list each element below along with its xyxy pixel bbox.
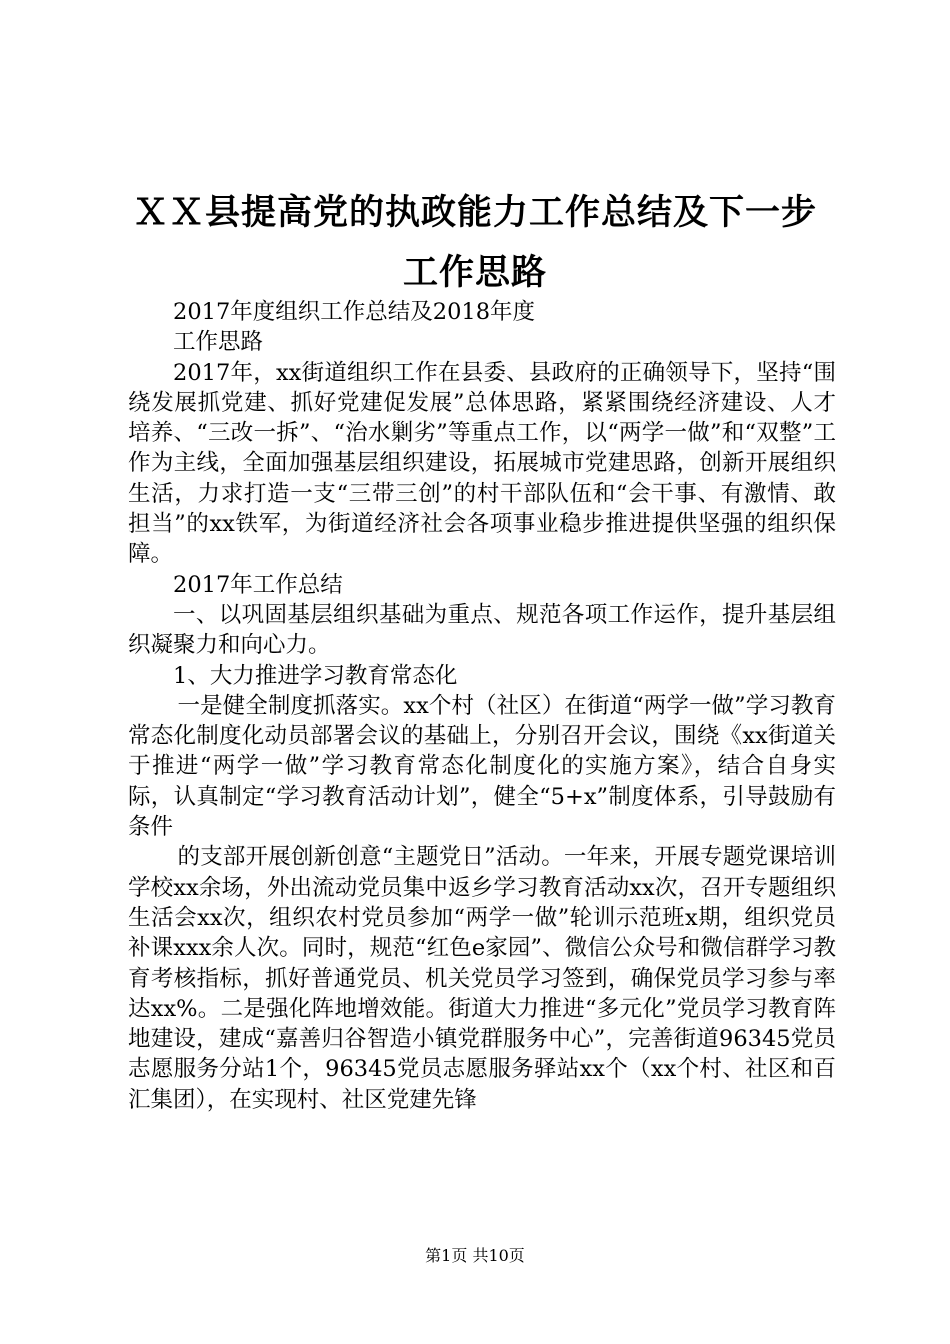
- paragraph-institution: 一是健全制度抓落实。xx个村（社区）在街道“两学一做”学习教育常态化制度化动员部署会议的基础上，分别召开会议，围绕《xx街道关于推进“两学一做”学习教育常态化制度化的实施方案》，结合自身实际，认真制定“学习教育活动计划”，健全“5+x”制度体系，引导鼓励有条件: [128, 692, 836, 841]
- paragraph-subtitle-line-1: 2017年度组织工作总结及2018年度: [173, 299, 536, 325]
- subsection-heading-1: 1、大力推进学习教育常态化: [173, 662, 458, 689]
- document-title: ＸＸ县提高党的执政能力工作总结及下一步工作思路: [132, 192, 817, 294]
- paragraph-intro: 2017年，xx街道组织工作在县委、县政府的正确领导下，坚持“围绕发展抓党建、抓好党建促发展”总体思路，紧紧围绕经济建设、人才培养、“三改一拆”、“治水剿劣”等重点工作，以“两学一做”和“双整”工作为主线，全面加强基层组织建设，拓展城市党建思路，创新开展组织生活，力求打造一支“三带三创”的村干部队伍和“会干事、有激情、敢担当”的xx铁军，为街道经济社会各项事业稳步推进提供坚强的组织保障。: [128, 359, 836, 568]
- section-heading-summary: 2017年工作总结: [173, 571, 343, 598]
- paragraph-subtitle-line-2: 工作思路: [173, 329, 264, 356]
- paragraph-activities: 的支部开展创新创意“主题党日”活动。一年来，开展专题党课培训学校xx余场，外出流动党员集中返乡学习教育活动xx次，召开专题组织生活会xx次，组织农村党员参加“两学一做”轮训示范班x期，组织党员补课xxx余人次。同时，规范“红色e家园”、微信公众号和微信群学习教育考核指标，抓好普通党员、机关党员学习签到，确保党员学习参与率达xx%。二是强化阵地增效能。街道大力推进“多元化”党员学习教育阵地建设，建成“嘉善归谷智造小镇党群服务中心”，完善街道96345党员志愿服务分站1个，96345党员志愿服务驿站xx个（xx个村、社区和百汇集团），在实现村、社区党建先锋: [128, 844, 836, 1113]
- section-heading-one: 一、以巩固基层组织基础为重点、规范各项工作运作，提升基层组织凝聚力和向心力。: [128, 601, 836, 659]
- page-number-footer: 第1页 共10页: [425, 1246, 525, 1265]
- document-body: [128, 297, 836, 1115]
